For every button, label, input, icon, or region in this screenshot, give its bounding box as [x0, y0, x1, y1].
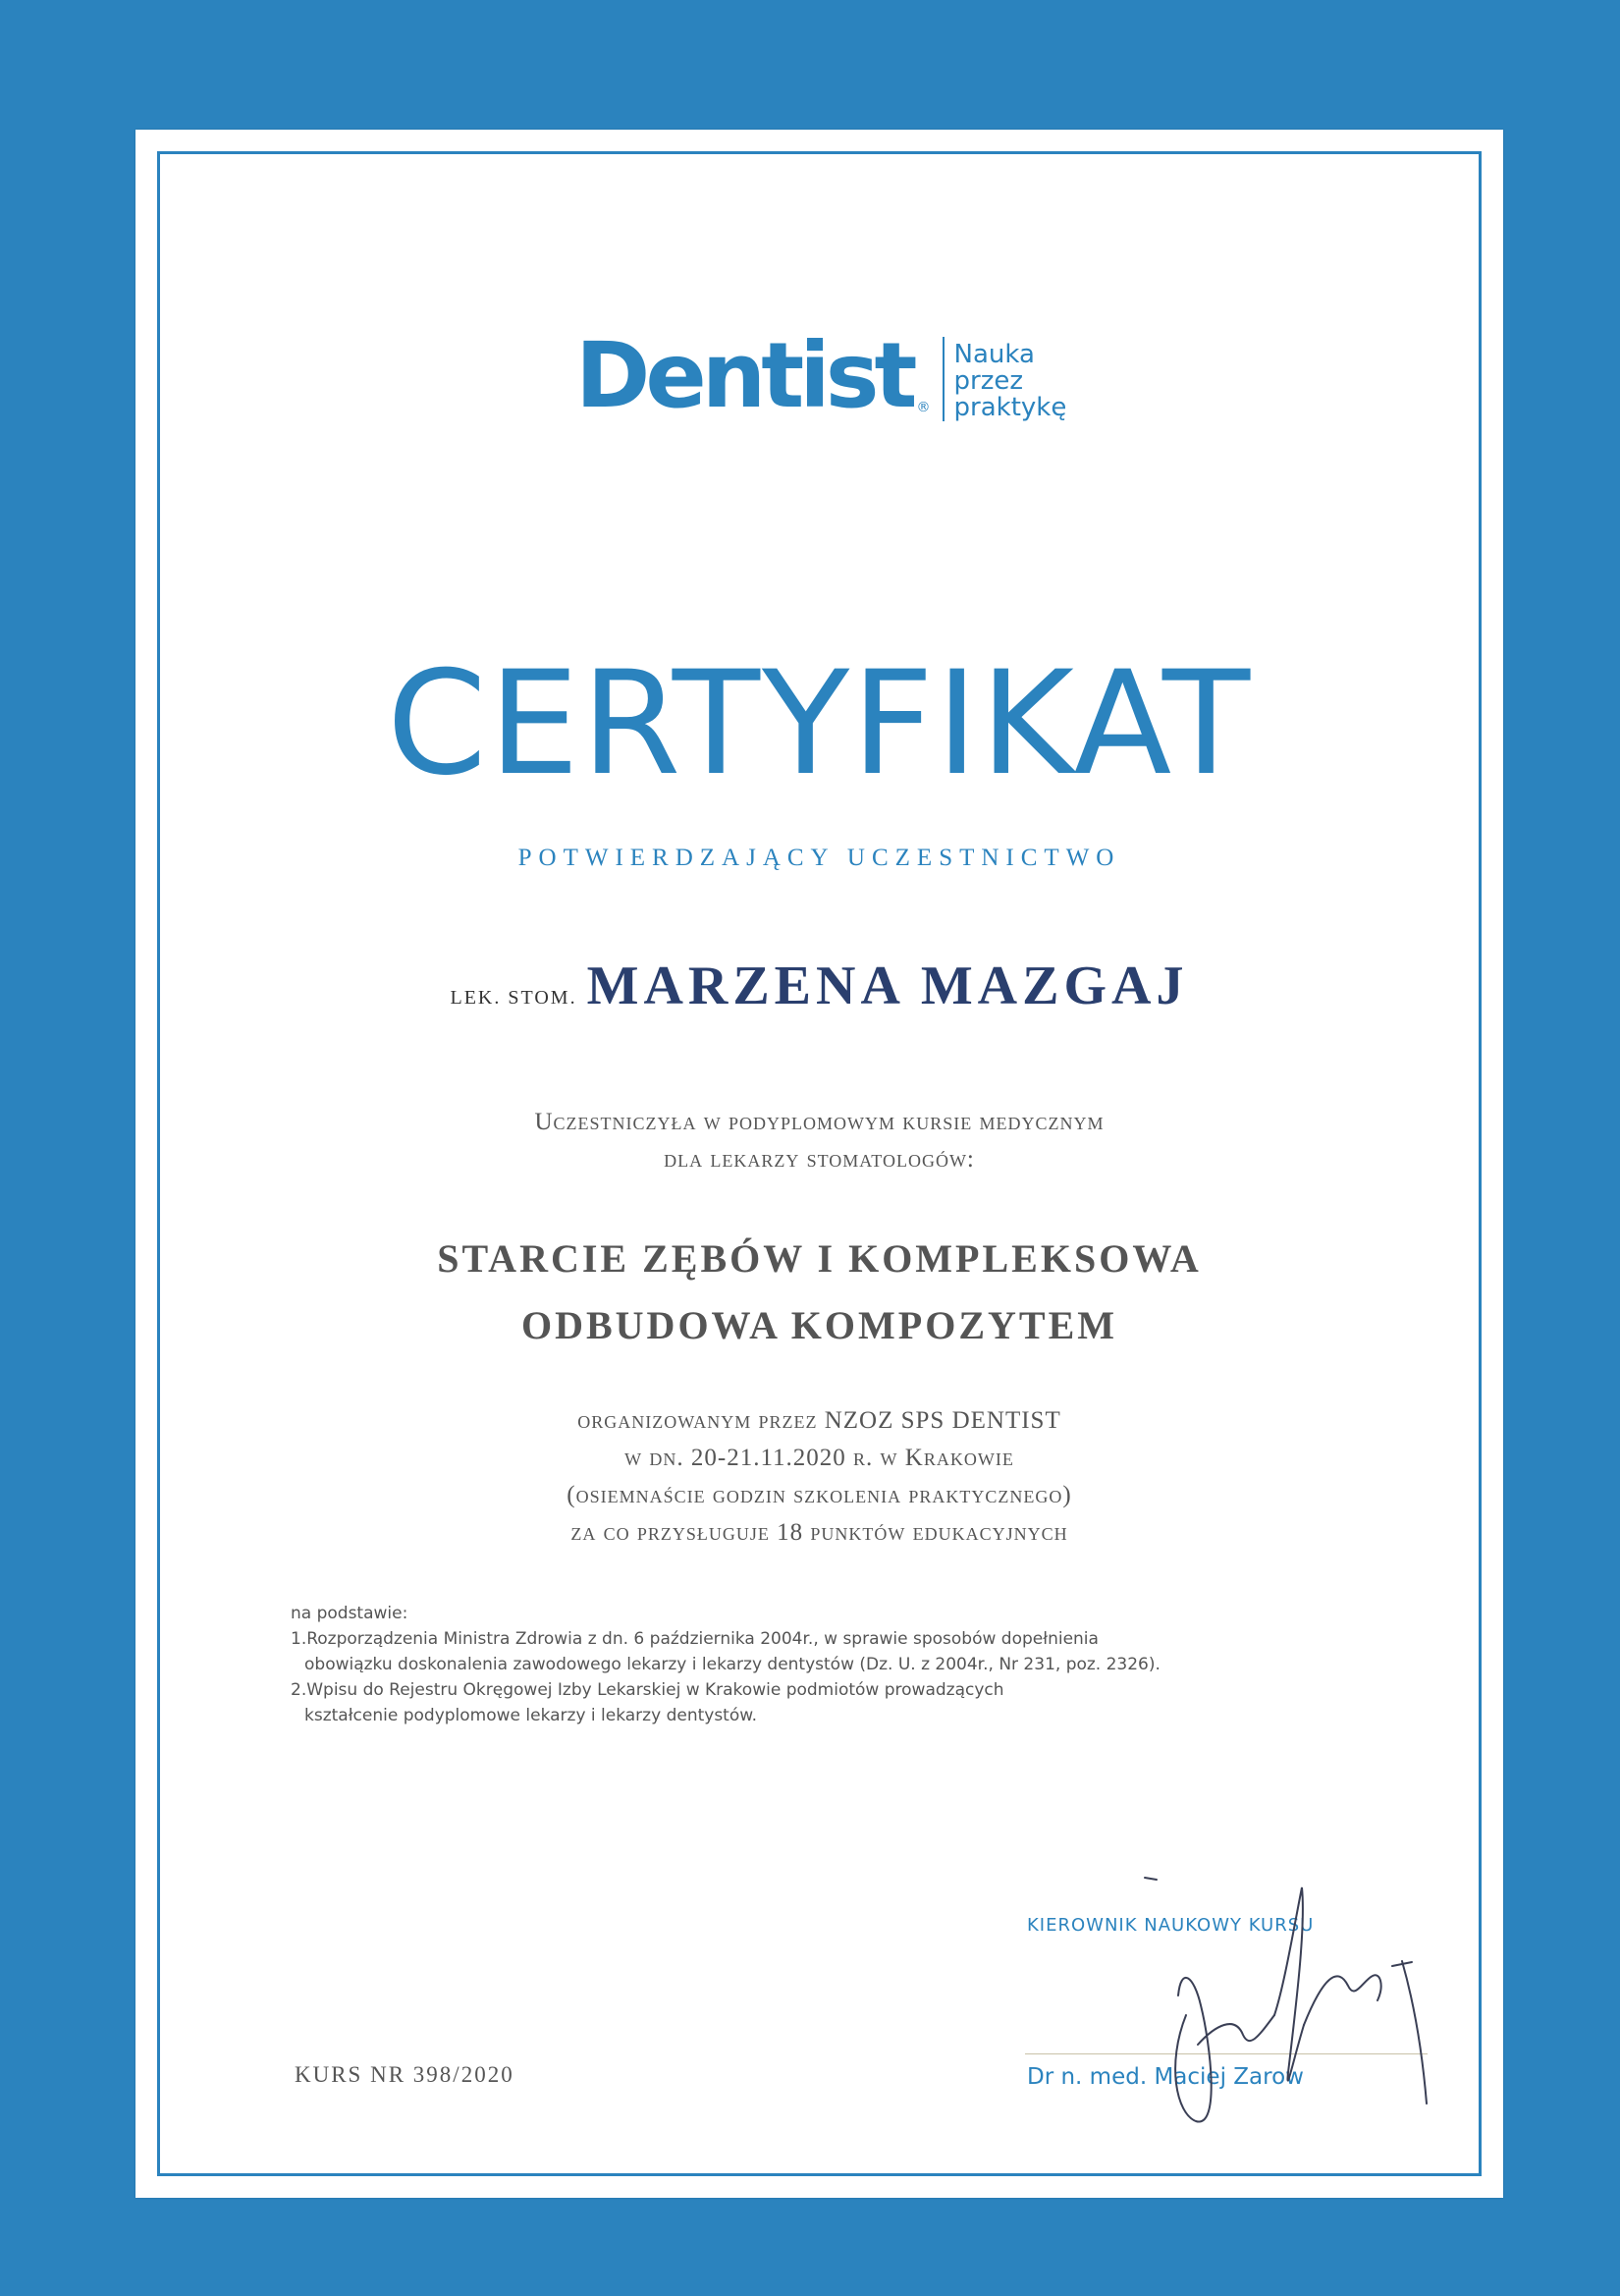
- course-title: [135, 1226, 1503, 1359]
- logo-wordmark: Dentist: [575, 323, 913, 428]
- legal-basis-item: [291, 1677, 1371, 1728]
- recipient-name: MARZENA MAZGAJ: [586, 956, 1189, 1016]
- legal-basis-item: [291, 1626, 1371, 1677]
- participation-line: dla lekarzy stomatologów:: [664, 1146, 975, 1173]
- course-details-line: za co przysługuje 18 punktów edukacyjnych: [570, 1519, 1068, 1546]
- logo-tagline-line: przez: [953, 366, 1023, 396]
- logo-divider: [943, 337, 945, 421]
- legal-basis-item-line: obowiązku doskonalenia zawodowego lekarzy i lekarzy dentystów (Dz. U. z 2004r., Nr 231, poz. 2326).: [304, 1655, 1161, 1674]
- course-number: KURS NR 398/2020: [295, 2062, 514, 2087]
- logo-tagline: [954, 342, 1067, 421]
- legal-basis-heading: na podstawie:: [291, 1604, 408, 1623]
- course-title-line: ODBUDOWA KOMPOZYTEM: [520, 1303, 1118, 1347]
- legal-basis-item-line: 1.Rozporządzenia Ministra Zdrowia z dn. 6 października 2004r., w sprawie sposobów dopełnienia: [291, 1629, 1099, 1649]
- course-details-line: organizowanym przez NZOZ SPS DENTIST: [577, 1407, 1061, 1434]
- participation-line: Uczestniczyła w podyplomowym kursie medycznym: [534, 1109, 1105, 1135]
- logo-tagline-line: Nauka: [953, 340, 1035, 369]
- signatory-role: KIEROWNIK NAUKOWY KURSU: [1027, 1915, 1315, 1936]
- legal-basis-item-line: kształcenie podyplomowe lekarzy i lekarzy dentystów.: [304, 1706, 757, 1725]
- certificate-title: CERTYFIKAT: [386, 640, 1253, 807]
- legal-basis-item-line: 2.Wpisu do Rejestru Okręgowej Izby Lekarskiej w Krakowie podmiotów prowadzących: [291, 1680, 1004, 1700]
- course-details: [135, 1402, 1503, 1552]
- certificate-paper: [135, 130, 1503, 2198]
- course-title-line: STARCIE ZĘBÓW I KOMPLEKSOWA: [437, 1236, 1202, 1281]
- legal-basis: [291, 1601, 1371, 1728]
- participation-statement: [135, 1104, 1503, 1178]
- registered-mark: ®: [916, 400, 931, 415]
- certificate-subtitle: POTWIERDZAJĄCY UCZESTNICTWO: [517, 845, 1121, 871]
- course-details-line: w dn. 20-21.11.2020 r. w Krakowie: [624, 1445, 1014, 1471]
- recipient-prefix: LEK. STOM.: [450, 987, 577, 1009]
- signatory-name: Dr n. med. Maciej Zarow: [1027, 2064, 1304, 2090]
- recipient: [135, 955, 1503, 1017]
- logo-tagline-line: praktykę: [953, 393, 1067, 422]
- course-details-line: (osiemnaście godzin szkolenia praktycznego): [567, 1482, 1072, 1508]
- dentist-logo: [575, 318, 1067, 428]
- handwritten-signature: [1127, 1868, 1481, 2133]
